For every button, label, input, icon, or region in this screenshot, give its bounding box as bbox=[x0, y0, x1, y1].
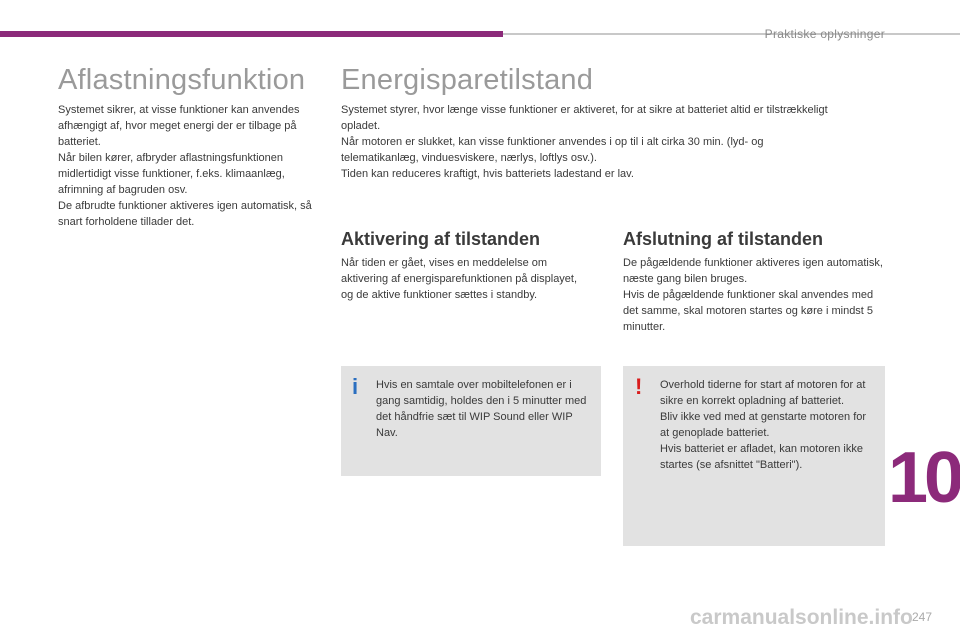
deactivation-body bbox=[623, 255, 885, 335]
main-section-body bbox=[341, 102, 831, 182]
header-rule bbox=[503, 33, 960, 35]
paragraph: Systemet styrer, hvor længe visse funktioner er aktiveret, for at sikre at batteriet altid er tilstrækkeligt opladet. bbox=[341, 104, 828, 132]
deactivation-title: Afslutning af tilstanden bbox=[623, 229, 823, 249]
info-icon: i bbox=[352, 374, 359, 399]
header-accent-bar bbox=[0, 31, 503, 37]
section-label: Praktiske oplysninger bbox=[764, 27, 885, 41]
paragraph: De afbrudte funktioner aktiveres igen automatisk, så snart forholdene tillader det. bbox=[58, 200, 312, 228]
page-number: 247 bbox=[912, 610, 933, 624]
warning-note bbox=[623, 366, 885, 546]
paragraph: Bliv ikke ved med at genstarte motoren for at genoplade batteriet. bbox=[660, 411, 867, 439]
left-section-title: Aflastningsfunktion bbox=[58, 64, 306, 96]
activation-body bbox=[341, 255, 581, 303]
info-note bbox=[341, 366, 601, 476]
chapter-number: 10 bbox=[888, 438, 960, 518]
watermark: carmanualsonline.info bbox=[690, 606, 913, 629]
paragraph: Tiden kan reduceres kraftigt, hvis batteriets ladestand er lav. bbox=[341, 168, 634, 180]
paragraph: Når motoren er slukket, kan visse funktioner anvendes i op til i alt cirka 30 min. (lyd- og telematikanlæg, vinduesviskere, nærlys, loftlys osv.). bbox=[341, 136, 764, 164]
warning-icon: ! bbox=[635, 374, 643, 399]
main-section-title: Energisparetilstand bbox=[341, 64, 594, 96]
paragraph: Hvis de pågældende funktioner skal anvendes med det samme, skal motoren startes og køre i mindst 5 minutter. bbox=[623, 289, 874, 333]
paragraph: Når bilen kører, afbryder aflastningsfunktionen midlertidigt visse funktioner, f.eks. klimaanlæg, afrimning af bagruden osv. bbox=[58, 152, 285, 196]
activation-title: Aktivering af tilstanden bbox=[341, 229, 541, 249]
paragraph: De pågældende funktioner aktiveres igen automatisk, næste gang bilen bruges. bbox=[623, 257, 883, 285]
warning-note-text bbox=[660, 377, 878, 473]
paragraph: Systemet sikrer, at visse funktioner kan anvendes afhængigt af, hvor meget energi der er tilbage på batteriet. bbox=[58, 104, 300, 148]
paragraph: Når tiden er gået, vises en meddelelse om aktivering af energisparefunktionen på displayet, og de aktive funktioner sættes i standby. bbox=[341, 257, 578, 301]
paragraph: Hvis batteriet er afladet, kan motoren ikke startes (se afsnittet "Batteri"). bbox=[660, 443, 863, 471]
paragraph: Hvis en samtale over mobiltelefonen er i gang samtidig, holdes den i 5 minutter med det håndfrie sæt til WIP Sound eller WIP Nav. bbox=[376, 379, 587, 439]
paragraph: Overhold tiderne for start af motoren for at sikre en korrekt opladning af batteriet. bbox=[660, 379, 866, 407]
left-section-body bbox=[58, 102, 320, 230]
info-note-text bbox=[376, 377, 594, 441]
